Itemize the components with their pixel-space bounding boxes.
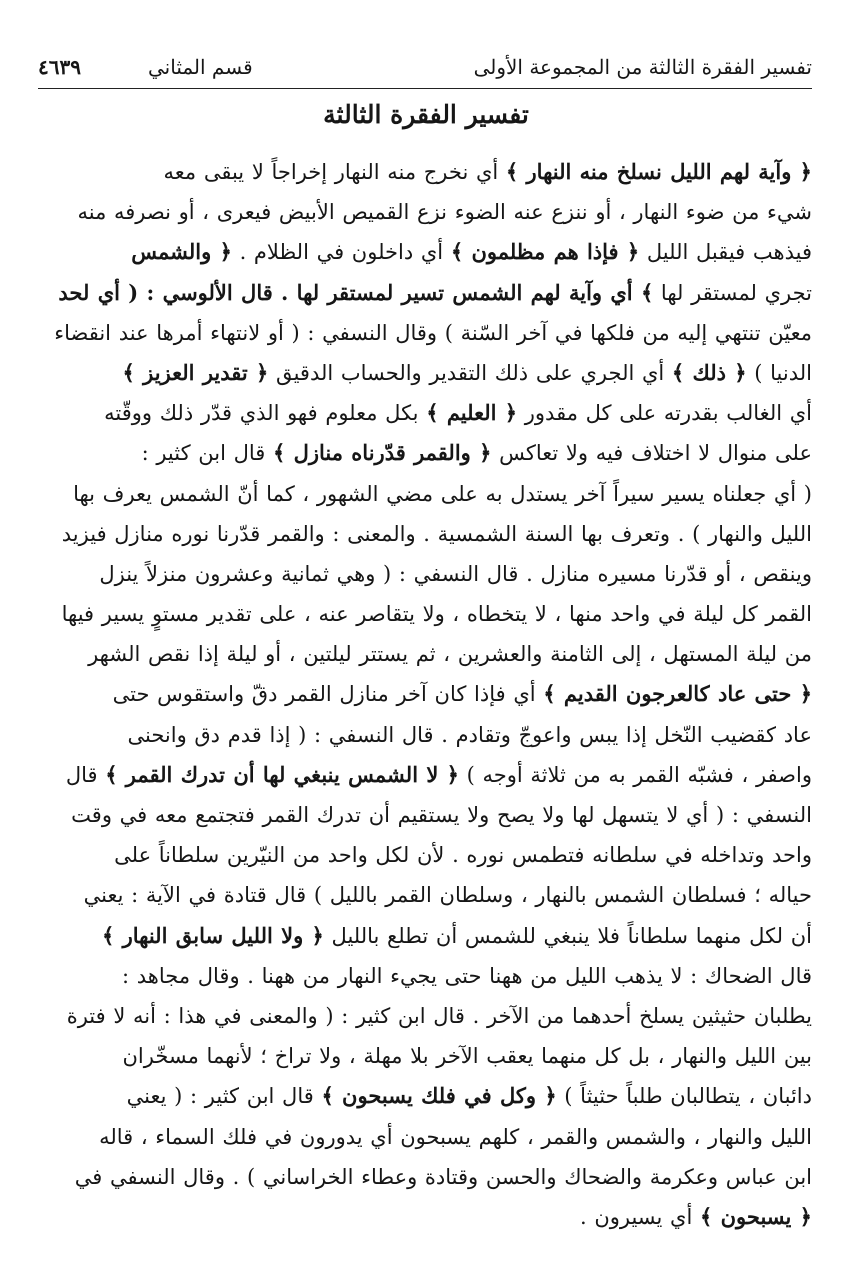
text-line: الليل والنهار ، والشمس والقمر ، كلهم يسبحون أي يدورون في فلك السماء ، قاله <box>99 1124 812 1149</box>
text-line: الليل والنهار ) . وتعرف بها السنة الشمسية . والمعنى : والقمر قدّرنا نوره منازل فيزيد <box>61 521 812 546</box>
text-line: قال الضحاك : لا يذهب الليل من ههنا حتى يجيء النهار من ههنا . وقال مجاهد : <box>122 963 812 988</box>
text-line: واحد وتداخله في سلطانه فتطمس نوره . لأن لكل واحد من النيّرين سلطاناً على <box>114 843 812 868</box>
page-number: ٤٦٣٩ <box>38 55 81 79</box>
text-line: على منوال لا اختلاف فيه ولا تعاكس ﴿ والقمر قدّرناه منازل ﴾ قال ابن كثير : <box>141 440 812 466</box>
text-line: معيّن تنتهي إليه من فلكها في آخر السّنة ) وقال النسفي : ( أو لانتهاء أمرها عند انقضاء <box>54 320 812 345</box>
text-line: عاد كقضيب النّخل إذا يبس واعوجّ وتقادم . قال النسفي : ( إذا قدم دق وانحنى <box>127 722 812 747</box>
text-line: واصفر ، فشبّه القمر به من ثلاثة أوجه ) ﴿ لا الشمس ينبغي لها أن تدرك القمر ﴾ قال <box>65 761 812 787</box>
text-line: دائبان ، يتطالبان طلباً حثيثاً ) ﴿ وكل في فلك يسبحون ﴾ قال ابن كثير : ( يعني <box>126 1083 812 1109</box>
text-line: ﴿ يسبحون ﴾ أي يسيرون . <box>579 1203 812 1229</box>
text-line: من ليلة المستهل ، إلى الثامنة والعشرين ، ثم يستتر ليلتين ، أو ليلة إذا نقص الشهر <box>88 642 812 667</box>
running-title: تفسير الفقرة الثالثة من المجموعة الأولى <box>473 55 812 79</box>
text-line: تجري لمستقر لها ﴾ أي وآية لهم الشمس تسير لمستقر لها . قال الألوسي : ( أي لحد <box>58 279 812 305</box>
section-name: قسم المثاني <box>148 55 253 79</box>
text-line: حياله ؛ فسلطان الشمس بالنهار ، وسلطان القمر بالليل ) قال قتادة في الآية : يعني <box>83 883 812 908</box>
text-line: أن لكل منهما سلطاناً فلا ينبغي للشمس أن تطلع بالليل ﴿ ولا الليل سابق النهار ﴾ <box>102 922 812 948</box>
text-line: فيذهب فيقبل الليل ﴿ فإذا هم مظلمون ﴾ أي داخلون في الظلام . ﴿ والشمس <box>131 239 812 265</box>
text-line: بين الليل والنهار ، بل كل منهما يعقب الآخر بلا مهلة ، ولا تراخ ؛ لأنهما مسخّران <box>122 1044 812 1069</box>
page-header <box>38 55 812 87</box>
text-line: أي الغالب بقدرته على كل مقدور ﴿ العليم ﴾ بكل معلوم فهو الذي قدّر ذلك ووقّته <box>104 400 812 426</box>
text-line: ( أي جعلناه يسير سيراً آخر يستدل به على مضي الشهور ، كما أنّ الشمس يعرف بها <box>73 481 812 506</box>
text-line: وينقص ، أو قدّرنا مسيره منازل . قال النسفي : ( وهي ثمانية وعشرون منزلاً ينزل <box>99 561 812 586</box>
text-line: يطلبان حثيثين يسلخ أحدهما من الآخر . قال ابن كثير : ( والمعنى في هذا : أنه لا فترة <box>66 1003 812 1028</box>
text-line: ﴿ وآية لهم الليل نسلخ منه النهار ﴾ أي نخرج منه النهار إخراجاً لا يبقى معه <box>163 159 812 184</box>
text-line: الدنيا ) ﴿ ذلك ﴾ أي الجري على ذلك التقدير والحساب الدقيق ﴿ تقدير العزيز ﴾ <box>122 359 812 385</box>
header-divider <box>38 88 812 89</box>
body-text <box>38 152 812 1237</box>
text-line: شيء من ضوء النهار ، أو ننزع عنه الضوء نزع القميص الأبيض فيعرى ، أو نصرفه منه <box>77 200 812 225</box>
text-line: القمر كل ليلة في واحد منها ، لا يتخطاه ، ولا يتقاصر عنه ، على تقدير مستوٍ يسير فيها <box>61 602 812 627</box>
text-line: النسفي : ( أي لا يتسهل لها ولا يصح ولا يستقيم أن تدرك القمر فتجتمع معه في وقت <box>71 803 812 827</box>
text-line: ابن عباس وعكرمة والضحاك والحسن وقتادة وعطاء الخراساني ) . وقال النسفي في <box>74 1164 812 1189</box>
text-line: ﴿ حتى عاد كالعرجون القديم ﴾ أي فإذا كان آخر منازل القمر دقّ واستقوس حتى <box>112 681 812 707</box>
section-heading: تفسير الفقرة الثالثة <box>323 100 529 129</box>
